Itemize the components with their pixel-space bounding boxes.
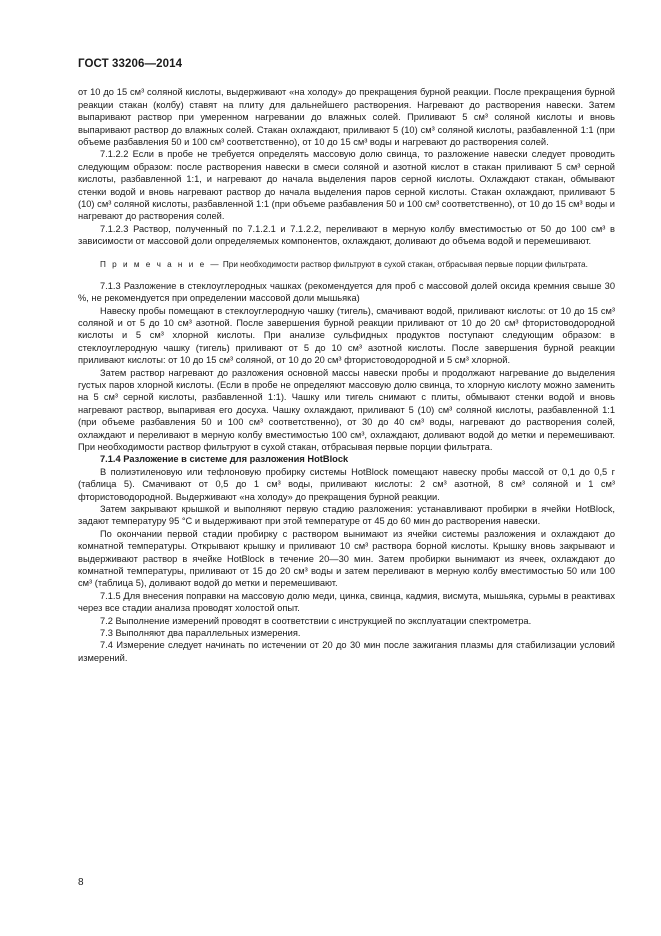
page-number: 8 (78, 877, 84, 888)
section-heading-7-1-4: 7.1.4 Разложение в системе для разложения HotBlock (100, 454, 349, 465)
paragraph-glassy-carbon-procedure: Навеску пробы помещают в стеклоуглеродную чашку (тигель), смачивают водой, приливают кислоты: от 10 до 15 см³ соляной и от 5 до 10 см³ азотной. После завершения бурной реакции приливают от 10 до 20 см³ фтористоводородной кислоты и 5 см³ хлорной кислоты. При анализе сульфидных продуктов поступают следующим образом: в стеклоуглеродную чашку (тигель) приливают от 5 до 10 см³ азотной кислоты. После завершения бурной реакции приливают кислоты: от 10 до 15 см³ соляной, от 10 до 20 см³ фтористоводородной и 5 см³ хлорной. (78, 305, 615, 366)
document-header: ГОСТ 33206—2014 (78, 58, 183, 70)
paragraph-hotblock-sample: В полиэтиленовую или тефлоновую пробирку системы HotBlock помещают навеску пробы массой от 0,1 до 0,5 г (таблица 5). Смачивают от 0,5 до 1 см³ воды, приливают кислоты: 2 см³ азотной, 8 см³ соляной и 1 см³ фтористоводородной. Выдерживают «на холоду» до прекращения бурной реакции. (78, 466, 615, 502)
paragraph-7-1-5: 7.1.5 Для внесения поправки на массовую долю меди, цинка, свинца, кадмия, висмута, мышьяка, сурьмы в реактивах через все стадии анализа проводят холостой опыт. (78, 590, 615, 614)
note (78, 259, 615, 270)
paragraph-7-3: 7.3 Выполняют два параллельных измерения. (100, 628, 301, 639)
paragraph-7-1-2-3: 7.1.2.3 Раствор, полученный по 7.1.2.1 и 7.1.2.2, переливают в мерную колбу вместимостью от 50 до 100 см³ в зависимости от массовой доли определяемых компонентов, охлаждают, доливают до объема водой и перемешивают. (78, 223, 615, 247)
paragraph-hotblock-first-stage: Затем закрывают крышкой и выполняют первую стадию разложения: устанавливают пробирки в ячейки HotBlock, задают температуру 95 °С и выдерживают при этой температуре от 45 до 60 мин до растворения навески. (78, 504, 615, 527)
note-text: При необходимости раствор фильтруют в сухой стакан, отбрасывая первые порции фильтрата. (220, 259, 588, 269)
paragraph-heating: Затем раствор нагревают до разложения основной массы навески пробы и продолжают нагревание до выделения густых паров хлорной кислоты. (Если в пробе не определяют массовую долю свинца, то хлорную кислоту можно заменить на 5 см³ серной кислоты, разбавленной 1:1). Чашку или тигель снимают с плиты, обмывают стенки водой и вновь нагревают раствор, выпаривая его досуха. Чашку охлаждают, приливают 5 (10) см³ соляной кислоты, разбавленной 1:1 (при объеме разбавления 50 и 100 см³ соответственно), от 30 до 40 см³ воды, нагревают до растворения солей, охлаждают и переливают в мерную колбу вместимостью 100 см³, охлаждают, доливают водой до метки и перемешивают. При необходимости раствор фильтруют в сухой стакан, отбрасывая первые порции фильтрата. (78, 367, 615, 452)
paragraph-7-2: 7.2 Выполнение измерений проводят в соответствии с инструкцией по эксплуатации спектрометра. (100, 615, 532, 626)
paragraph-continuation: от 10 до 15 см³ соляной кислоты, выдерживают «на холоду» до прекращения бурной реакции. После прекращения бурной реакции стакан (колбу) ставят на плиту для дальнейшего растворения. Нагревают до растворения навески. Затем выпаривают раствор при умеренном нагревании до влажных солей. Приливают 5 см³ соляной кислоты и вновь выпаривают раствор до влажных солей. Стакан охлаждают, приливают 5 (10) см³ соляной кислоты, разбавленной 1:1 (при объеме разбавления 50 и 100 см³ соответственно), от 10 до 15 см³ воды и нагревают до растворения солей. (78, 87, 615, 148)
paragraph-7-1-2-2: 7.1.2.2 Если в пробе не требуется определять массовую долю свинца, то разложение навески следует проводить следующим образом: после растворения навески в смеси соляной и азотной кислот в стакан приливают 5 см³ серной кислоты, разбавленной 1:1, и нагревают до начала выделения паров серной кислоты. Охлаждают стакан, обмывают стенки водой и вновь нагревают раствор до начала выделения паров серной кислоты. Стакан охлаждают, приливают 5 (10) см³ соляной кислоты, разбавленной 1:1 (при объеме разбавления 50 и 100 см³ соответственно), от 10 до 15 см³ воды и нагревают до растворения солей. (78, 149, 615, 222)
paragraph-7-4: 7.4 Измерение следует начинать по истечении от 20 до 30 мин после зажигания плазмы для стабилизации условий измерений. (78, 640, 615, 663)
paragraph-hotblock-after-first-stage: По окончании первой стадии пробирку с раствором вынимают из ячейки системы разложения и охлаждают до комнатной температуры. Открывают крышку и приливают 10 см³ раствора борной кислоты. Крышку вновь закрывают и выдерживают раствор в ячейке HotBlock в течение 20—30 мин. Затем пробирки вынимают из ячеек, охлаждают до комнатной температуры, приливают от 15 до 20 см³ воды и затем переливают в мерную колбу вместимостью 50 или 100 см³ (таблица 5), доливают водой до метки и перемешивают. (78, 528, 615, 589)
note-label: П р и м е ч а н и е — (100, 259, 221, 269)
paragraph-7-1-3: 7.1.3 Разложение в стеклоуглеродных чашках (рекомендуется для проб с массовой долей оксида кремния свыше 30 %, не рекомендуется при определении массовой доли мышьяка) (78, 280, 615, 304)
